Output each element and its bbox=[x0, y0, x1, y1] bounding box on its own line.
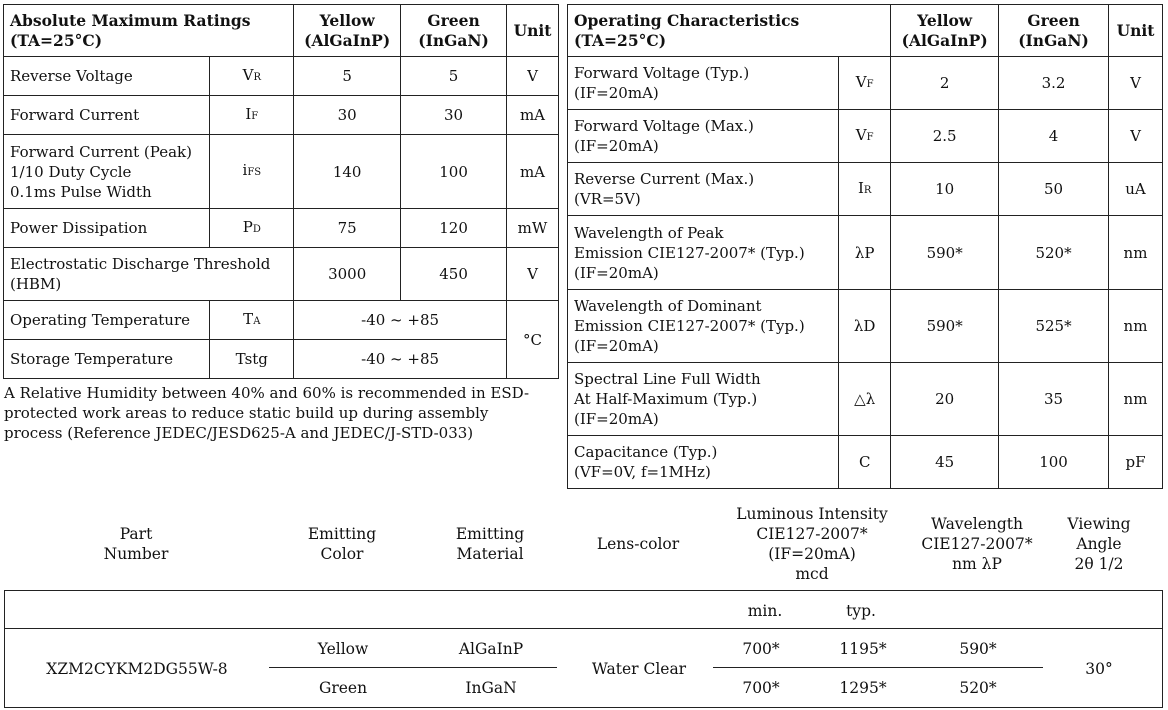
header-line: 2θ 1/2 bbox=[1074, 555, 1124, 573]
param-cell bbox=[568, 57, 839, 110]
unit-value: V bbox=[506, 248, 558, 301]
symbol: I bbox=[245, 104, 252, 123]
param-line-1: Forward Current (Peak) bbox=[10, 142, 192, 161]
table-row bbox=[4, 340, 559, 379]
symbol-subscript: D bbox=[252, 223, 261, 235]
table-row bbox=[4, 57, 559, 96]
symbol-cell bbox=[210, 96, 294, 135]
ordering-info-table bbox=[4, 590, 1163, 708]
symbol-cell bbox=[839, 110, 891, 163]
symbol: i bbox=[242, 161, 248, 179]
table-row bbox=[568, 216, 1163, 290]
green-value: 3.2 bbox=[999, 57, 1109, 110]
unit-value: uA bbox=[1108, 163, 1162, 216]
header-line: nm λP bbox=[952, 555, 1002, 573]
param-line-1: Spectral Line Full Width bbox=[574, 370, 761, 388]
header-line: Part bbox=[119, 525, 153, 543]
param-cell: Forward Current bbox=[4, 96, 210, 135]
param-line-1: Forward Voltage (Max.) bbox=[574, 117, 754, 135]
header-line: Luminous Intensity bbox=[736, 505, 888, 523]
param-cell bbox=[568, 363, 839, 436]
param-cell bbox=[568, 110, 839, 163]
unit-value: nm bbox=[1108, 363, 1162, 436]
param-line-1: Forward Voltage (Typ.) bbox=[574, 64, 750, 82]
green-value: 4 bbox=[999, 110, 1109, 163]
yellow-label: Yellow bbox=[917, 10, 973, 30]
ordering-header bbox=[0, 500, 1168, 586]
unit-value: mA bbox=[506, 135, 558, 209]
symbol: V bbox=[242, 65, 254, 84]
symbol-cell: Tstg bbox=[210, 340, 294, 379]
table-header-row bbox=[568, 5, 1163, 57]
min-label: min. bbox=[747, 602, 783, 620]
param-line-1: Reverse Current (Max.) bbox=[574, 170, 755, 188]
param-line-2: (IF=20mA) bbox=[574, 84, 659, 102]
header-line: mcd bbox=[795, 565, 829, 583]
material-green: InGaN bbox=[465, 679, 517, 697]
param-line-1: Wavelength of Dominant bbox=[574, 297, 762, 315]
param-line-3: (IF=20mA) bbox=[574, 263, 659, 282]
table-row bbox=[568, 290, 1163, 363]
luminous-intensity-header bbox=[712, 504, 912, 584]
param-line-1: Wavelength of Peak bbox=[574, 223, 724, 242]
row-divider-left bbox=[269, 667, 557, 668]
symbol-cell bbox=[210, 57, 294, 96]
header-line: Wavelength bbox=[930, 515, 1023, 533]
symbol-subscript: FS bbox=[247, 167, 262, 178]
green-value: 450 bbox=[401, 248, 507, 301]
lens-color: Water Clear bbox=[591, 660, 687, 678]
param-cell bbox=[568, 290, 839, 363]
yellow-value: 45 bbox=[891, 436, 999, 489]
green-value: 525* bbox=[999, 290, 1109, 363]
unit-value: nm bbox=[1108, 216, 1162, 290]
unit-value: nm bbox=[1108, 290, 1162, 363]
symbol: T bbox=[243, 309, 254, 328]
typ-yellow: 1195* bbox=[839, 640, 887, 658]
symbol-cell bbox=[839, 57, 891, 110]
yellow-value: 590* bbox=[891, 216, 999, 290]
amr-unit-header: Unit bbox=[506, 5, 558, 57]
amr-yellow-header bbox=[294, 5, 401, 57]
param-cell: Operating Temperature bbox=[4, 301, 210, 340]
param-cell bbox=[568, 216, 839, 290]
part-number: XZM2CYKM2DG55W-8 bbox=[46, 660, 228, 678]
header-line: CIE127-2007* bbox=[921, 535, 1033, 553]
symbol: I bbox=[857, 178, 864, 197]
yellow-material: (AlGaInP) bbox=[304, 30, 391, 50]
param-line-2: Emission CIE127-2007* (Typ.) bbox=[574, 317, 805, 335]
header-line: Material bbox=[456, 545, 524, 563]
param-line-3: (IF=20mA) bbox=[574, 337, 659, 355]
param-cell bbox=[568, 436, 839, 489]
absolute-maximum-ratings-table bbox=[3, 4, 559, 379]
yellow-value: 75 bbox=[294, 209, 401, 248]
green-value: 100 bbox=[999, 436, 1109, 489]
yellow-value: 10 bbox=[891, 163, 999, 216]
yellow-value: 3000 bbox=[294, 248, 401, 301]
table-row bbox=[4, 96, 559, 135]
param-line-3: (IF=20mA) bbox=[574, 410, 659, 428]
amr-condition: (TA=25°C) bbox=[10, 30, 103, 50]
color-yellow: Yellow bbox=[317, 640, 369, 658]
header-line: Color bbox=[320, 545, 364, 563]
yellow-value: 5 bbox=[294, 57, 401, 96]
param-cell: Power Dissipation bbox=[4, 209, 210, 248]
temp-unit: °C bbox=[506, 301, 558, 379]
param-line-1: Electrostatic Discharge Threshold bbox=[10, 255, 271, 273]
yellow-value: 590* bbox=[891, 290, 999, 363]
symbol-cell: λD bbox=[839, 290, 891, 363]
amr-green-header bbox=[401, 5, 507, 57]
oc-yellow-header bbox=[891, 5, 999, 57]
min-yellow: 700* bbox=[742, 640, 780, 658]
param-line-2: (VF=0V, f=1MHz) bbox=[574, 463, 711, 481]
range-value: -40 ~ +85 bbox=[294, 301, 507, 340]
oc-title: Operating Characteristics bbox=[574, 10, 800, 30]
viewing-angle: 30° bbox=[1085, 660, 1113, 678]
oc-green-header bbox=[999, 5, 1109, 57]
green-label: Green bbox=[427, 10, 480, 30]
yellow-value: 20 bbox=[891, 363, 999, 436]
table-header-row bbox=[4, 5, 559, 57]
unit-value: mA bbox=[506, 96, 558, 135]
unit-value: V bbox=[506, 57, 558, 96]
table-row bbox=[4, 135, 559, 209]
typ-green: 1295* bbox=[839, 679, 887, 697]
param-cell bbox=[4, 135, 210, 209]
color-green: Green bbox=[318, 679, 368, 697]
wl-green: 520* bbox=[959, 679, 997, 697]
green-label: Green bbox=[1027, 10, 1080, 30]
green-value: 100 bbox=[401, 135, 507, 209]
unit-value: mW bbox=[506, 209, 558, 248]
yellow-value: 2 bbox=[891, 57, 999, 110]
param-cell: Storage Temperature bbox=[4, 340, 210, 379]
green-value: 120 bbox=[401, 209, 507, 248]
symbol-subscript: F bbox=[866, 131, 874, 143]
amr-title: Absolute Maximum Ratings bbox=[10, 10, 251, 30]
wl-yellow: 590* bbox=[959, 640, 997, 658]
typ-label: typ. bbox=[846, 602, 876, 620]
symbol-cell bbox=[210, 209, 294, 248]
unit-value: V bbox=[1108, 110, 1162, 163]
material-yellow: AlGaInP bbox=[458, 640, 524, 658]
param-line-2: Emission CIE127-2007* (Typ.) bbox=[574, 243, 805, 262]
yellow-value: 30 bbox=[294, 96, 401, 135]
param-line-2: (VR=5V) bbox=[574, 190, 641, 208]
green-material: (InGaN) bbox=[418, 30, 489, 50]
table-row bbox=[4, 301, 559, 340]
symbol: P bbox=[242, 217, 253, 236]
table-row bbox=[568, 436, 1163, 489]
header-line: Angle bbox=[1076, 535, 1122, 553]
param-line-2: (HBM) bbox=[10, 275, 62, 293]
oc-unit-header: Unit bbox=[1108, 5, 1162, 57]
header-divider bbox=[5, 628, 1162, 629]
symbol-subscript: F bbox=[866, 78, 874, 90]
header-line: Emitting bbox=[455, 525, 525, 543]
table-row bbox=[4, 248, 559, 301]
table-row bbox=[568, 110, 1163, 163]
yellow-material: (AlGaInP) bbox=[901, 30, 988, 50]
wavelength-header bbox=[910, 514, 1044, 574]
symbol-cell bbox=[210, 301, 294, 340]
oc-title-cell bbox=[568, 5, 891, 57]
min-green: 700* bbox=[742, 679, 780, 697]
header-line: Number bbox=[103, 545, 169, 563]
green-value: 35 bbox=[999, 363, 1109, 436]
symbol-subscript: R bbox=[253, 71, 261, 83]
operating-characteristics-table bbox=[567, 4, 1163, 489]
amr-title-cell bbox=[4, 5, 294, 57]
emitting-material-header bbox=[430, 524, 550, 564]
symbol: V bbox=[855, 125, 867, 144]
range-value: -40 ~ +85 bbox=[294, 340, 507, 379]
header-line: CIE127-2007* bbox=[756, 525, 868, 543]
symbol-cell: C bbox=[839, 436, 891, 489]
header-line: Viewing bbox=[1067, 515, 1131, 533]
unit-value: V bbox=[1108, 57, 1162, 110]
param-line-2: At Half-Maximum (Typ.) bbox=[574, 390, 758, 408]
humidity-note: A Relative Humidity between 40% and 60% is recommended in ESD-protected work areas to reduce static build up during assembly process (Reference JEDEC/JESD625-A and JEDEC/J-STD-033) bbox=[4, 384, 530, 442]
param-cell: Reverse Voltage bbox=[4, 57, 210, 96]
green-value: 50 bbox=[999, 163, 1109, 216]
table-row bbox=[4, 209, 559, 248]
symbol: V bbox=[855, 72, 867, 91]
row-divider-right bbox=[713, 667, 1043, 668]
param-cell bbox=[568, 163, 839, 216]
symbol-cell: △λ bbox=[839, 363, 891, 436]
symbol-subscript: R bbox=[863, 184, 872, 196]
table-row bbox=[568, 163, 1163, 216]
header-line: Emitting bbox=[307, 525, 377, 543]
symbol-subscript: F bbox=[251, 110, 259, 122]
oc-condition: (TA=25°C) bbox=[574, 30, 667, 50]
table-row bbox=[568, 57, 1163, 110]
param-line-2: 1/10 Duty Cycle bbox=[10, 162, 132, 181]
emitting-color-header bbox=[282, 524, 402, 564]
green-value: 30 bbox=[401, 96, 507, 135]
header-line: (IF=20mA) bbox=[768, 545, 856, 563]
param-line-2: (IF=20mA) bbox=[574, 137, 659, 155]
part-number-header bbox=[66, 524, 206, 564]
yellow-value: 140 bbox=[294, 135, 401, 209]
symbol-cell: λP bbox=[839, 216, 891, 290]
unit-value: pF bbox=[1108, 436, 1162, 489]
param-line-1: Capacitance (Typ.) bbox=[574, 443, 718, 461]
symbol-cell bbox=[839, 163, 891, 216]
param-line-3: 0.1ms Pulse Width bbox=[10, 182, 152, 201]
symbol-cell bbox=[210, 135, 294, 209]
green-value: 5 bbox=[401, 57, 507, 96]
viewing-angle-header bbox=[1052, 514, 1146, 574]
param-cell bbox=[4, 248, 294, 301]
yellow-value: 2.5 bbox=[891, 110, 999, 163]
green-material: (InGaN) bbox=[1018, 30, 1089, 50]
green-value: 520* bbox=[999, 216, 1109, 290]
symbol-subscript: A bbox=[253, 315, 261, 327]
lens-color-header: Lens-color bbox=[596, 535, 680, 553]
table-row bbox=[568, 363, 1163, 436]
yellow-label: Yellow bbox=[319, 10, 375, 30]
